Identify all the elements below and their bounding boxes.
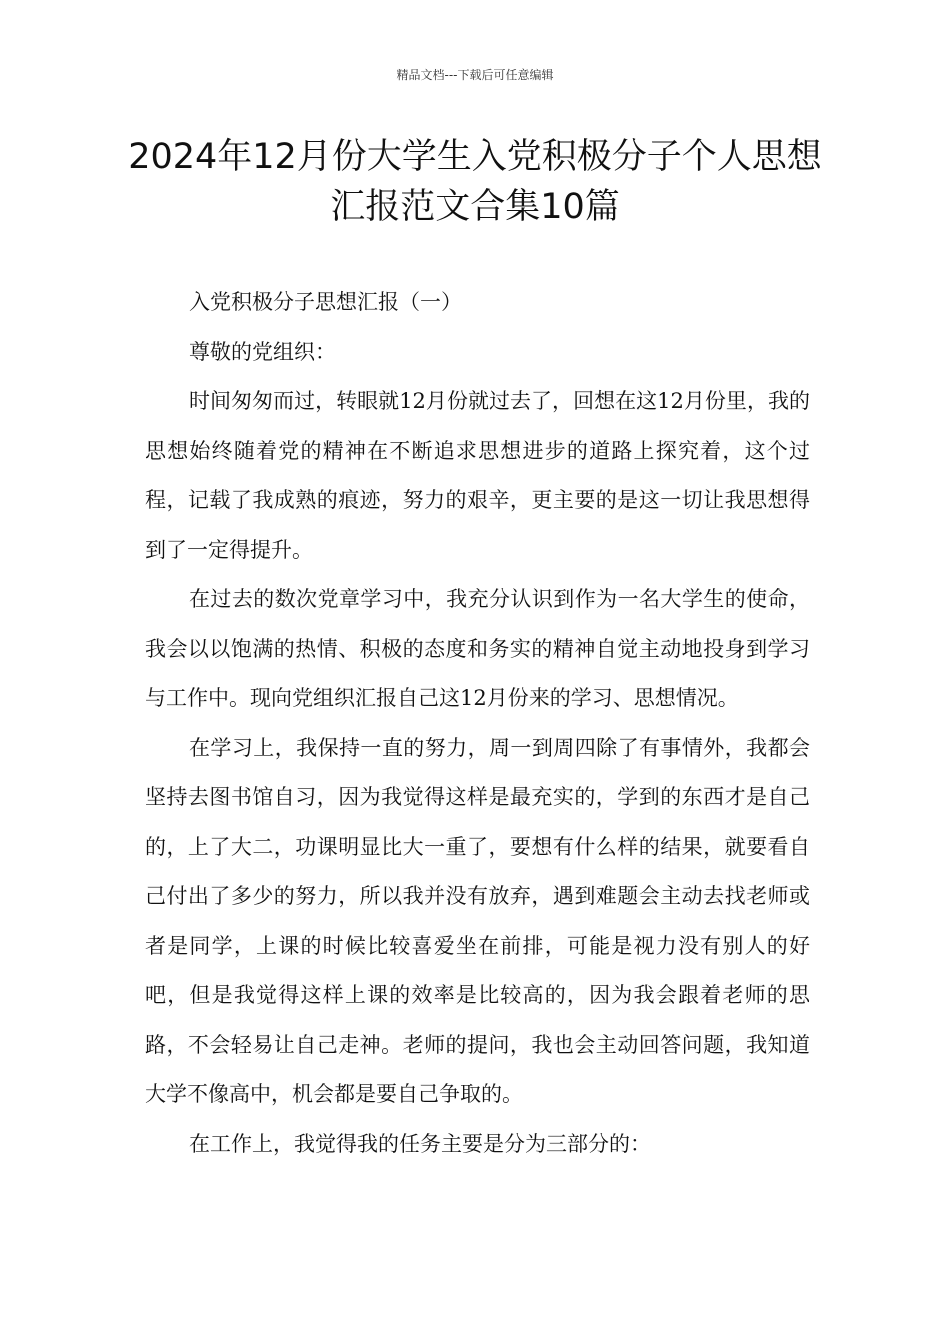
header-note: 精品文档---下载后可任意编辑 [396, 68, 554, 82]
salutation: 尊敬的党组织： [189, 339, 336, 364]
body-paragraph: 在工作上，我觉得我的任务主要是分为三部分的： [189, 1131, 651, 1156]
body-paragraph: 时间匆匆而过，转眼就12月份就过去了，回想在这12月份里，我的思想始终随着党的精神在不断追求思想进步的道路上探究着，这个过程，记载了我成熟的痕迹，努力的艰辛，更主要的是这一切让我思想得到了一定得提升。 [145, 389, 810, 562]
section-heading: 入党积极分子思想汇报（一） [189, 290, 462, 314]
body-paragraph: 在学习上，我保持一直的努力，周一到周四除了有事情外，我都会坚持去图书馆自习，因为我觉得这样是最充实的，学到的东西才是自己的，上了大二，功课明显比大一重了，要想有什么样的结果，就要看自己付出了多少的努力，所以我并没有放弃，遇到难题会主动去找老师或者是同学，上课的时候比较喜爱坐在前排，可能是视力没有别人的好吧，但是我觉得这样上课的效率是比较高的，因为我会跟着老师的思路，不会轻易让自己走神。老师的提问，我也会主动回答问题，我知道大学不像高中，机会都是要自己争取的。 [145, 735, 810, 1106]
document-title: 2024年12月份大学生入党积极分子个人思想汇报范文合集10篇 [128, 137, 822, 227]
document-body [145, 278, 810, 1169]
body-paragraph: 在过去的数次党章学习中，我充分认识到作为一名大学生的使命，我会以以饱满的热情、积极的态度和务实的精神自觉主动地投身到学习与工作中。现向党组织汇报自己这12月份来的学习、思想情况。 [145, 587, 810, 710]
